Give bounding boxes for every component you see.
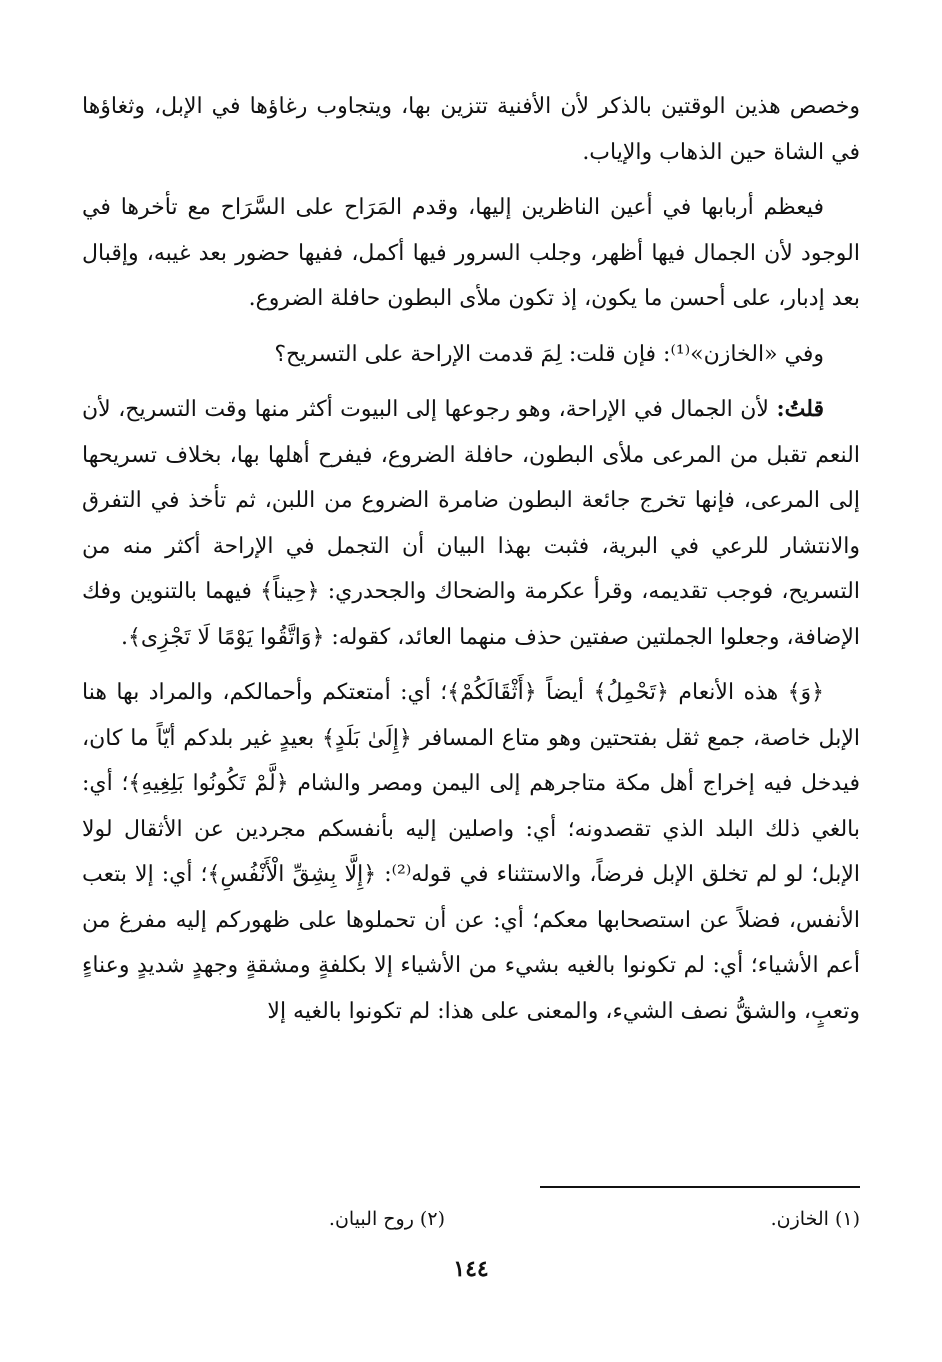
paragraph-last: ﴿وَ﴾ هذه الأنعام ﴿تَحْمِلُ﴾ أيضاً ﴿أَثْقَالَكُمْ﴾؛ أي: أمتعتكم وأحمالكم، والمراد بها هنا الإبل خاصة، جمع ثقل بفتحتين وهو متاع المسافر ﴿إِلَىٰ بَلَدٍ﴾ بعيدٍ غير بلدكم أيّاً ما كان، فيدخل فيه إخراج أهل مكة متاجرهم إلى اليمن ومصر والشام ﴿لَّمْ تَكُونُوا بَلِغِيهِ﴾؛ أي: بالغي ذلك البلد الذي تقصدونه؛ أي: واصلين إليه بأنفسكم مجردين عن الأثقال لولا الإبل؛ لو لم تخلق الإبل فرضاً، والاستثناء في قوله⁽²⁾: ﴿إِلَّا بِشِقِّ الْأَنْفُسِ﴾؛ أي: إلا بتعب الأنفس، فضلاً عن استصحابها معكم؛ أي: عن أن تحملوها على ظهوركم إليه مفرغ من أعم الأشياء؛ أي: لم تكونوا بالغيه بشيء من الأشياء إلا بكلفةٍ ومشقةٍ وجهدٍ شديدٍ وعناءٍ وتعبٍ، والشقُّ نصف الشيء، والمعنى على هذا: لم تكونوا بالغيه إلا [82, 680, 860, 1024]
footnote-2: (٢) روح البيان. [328, 1208, 445, 1230]
answer-lead: قلتُ: [776, 396, 824, 422]
footnote-divider [540, 1186, 860, 1188]
paragraph-2: فيعظم أربابها في أعين الناظرين إليها، وقدم المَرَاح على السَّرَاح مع تأخرها في الوجود لأن الجمال فيها أظهر، وجلب السرور فيها أكمل، ففيها حضور بعد غيبه، وإقبال بعد إدبار، على أحسن ما يكون، إذ تكون ملأى البطون حافلة الضروع. [82, 195, 860, 311]
footnotes [82, 1204, 860, 1236]
paragraph-3: وفي «الخازن»⁽¹⁾: فإن قلت: لِمَ قدمت الإراحة على التسريح؟ [274, 341, 824, 367]
main-text [82, 84, 860, 1044]
answer-text: لأن الجمال في الإراحة، وهو رجوعها إلى البيوت أكثر منها وقت التسريح، لأن النعم تقبل من المرعى ملأى البطون، حافلة الضروع، فيفرح أهلها بها، بخلاف تسريحها إلى المرعى، فإنها تخرج جائعة البطون ضامرة الضروع من اللبن، ثم تأخذ في التفرق والانتشار للرعي في البرية، فثبت بهذا البيان أن التجمل في الإراحة أكثر منه من التسريح، فوجب تقديمه، وقرأ عكرمة والضحاك والجحدري: ﴿حِيناً﴾ فيهما بالتنوين وفك الإضافة، وجعلوا الجملتين صفتين حذف منهما العائد، كقوله: ﴿وَاتَّقُوا يَوْمًا لَا تَجْزِى﴾. [82, 397, 860, 650]
paragraph-1: وخصص هذين الوقتين بالذكر لأن الأفنية تتزين بها، ويتجاوب رغاؤها في الإبل، وثغاؤها في الشاة حين الذهاب والإياب. [82, 94, 860, 165]
page-number: ١٤٤ [453, 1256, 489, 1282]
paragraph-answer [82, 387, 860, 660]
footnote-1: (١) الخازن. [770, 1208, 860, 1230]
